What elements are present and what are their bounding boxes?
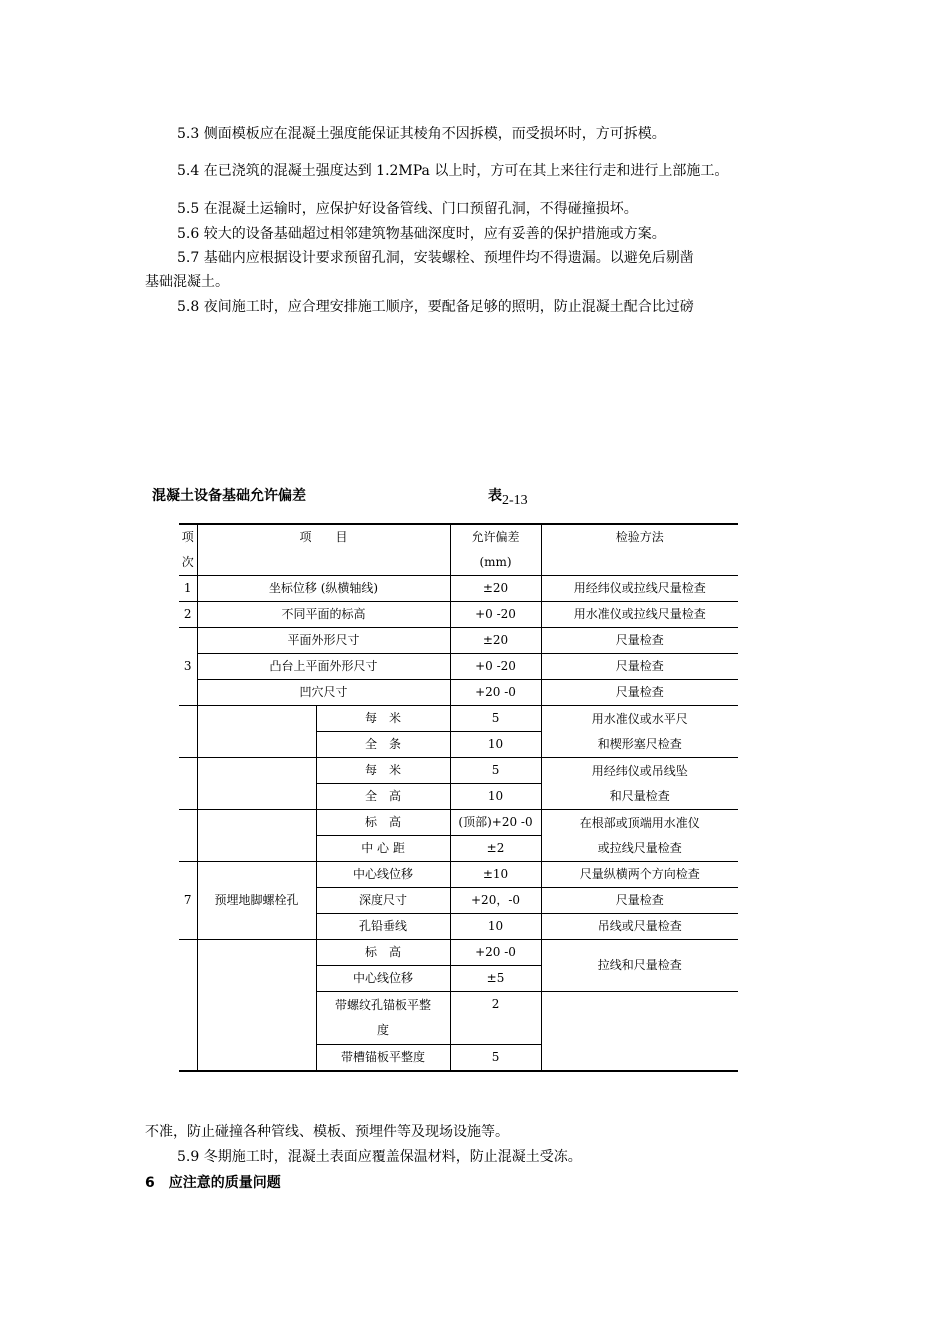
table-row [179,706,738,732]
table-header-row [179,524,738,576]
row-subitem: 标 高 [316,940,450,966]
row-seq [179,706,197,758]
row-method: 尺量检查 [541,888,738,914]
header-seq: 项 次 [179,524,197,576]
row-tolerance: ±20 [450,628,541,654]
paragraph-5-3: 5.3 侧面模板应在混凝土强度能保证其棱角不因拆模，而受损坏时，方可拆模。 [177,126,666,142]
row-item: 坐标位移 (纵横轴线) [197,576,450,602]
row-tolerance: 5 [450,758,541,784]
table-row [179,628,738,654]
row-seq: 7 [179,862,197,940]
row-subitem: 中心线位移 [316,966,450,992]
row-tolerance: +0 -20 [450,654,541,680]
row-seq [179,940,197,1072]
row-method: 用经纬仪或吊线坠 和尺量检查 [541,758,738,810]
row-subitem: 带螺纹孔锚板平整 度 [316,992,450,1045]
table-row [179,940,738,966]
row-method: 用经纬仪或拉线尺量检查 [541,576,738,602]
row-tolerance: +20 -0 [450,940,541,966]
row-item: 预埋地脚螺栓孔 [197,862,316,940]
row-method [541,992,738,1072]
row-item [197,758,316,810]
row-seq: 1 [179,576,197,602]
row-subitem: 带槽锚板平整度 [316,1045,450,1072]
paragraph-5-4: 5.4 在已浇筑的混凝土强度达到 1.2MPa 以上时，方可在其上来往行走和进行上部施工。 [177,163,729,179]
row-tolerance: ±20 [450,576,541,602]
header-tolerance: 允许偏差 (mm) [450,524,541,576]
table-row [179,602,738,628]
row-tolerance: +20 -0 [450,680,541,706]
row-tolerance: +0 -20 [450,602,541,628]
row-subitem: 深度尺寸 [316,888,450,914]
table-number-label: 表 [488,488,502,504]
row-method: 在根部或顶端用水准仪 或拉线尺量检查 [541,810,738,862]
row-item [197,940,316,1072]
row-subitem: 标 高 [316,810,450,836]
row-tolerance: 10 [450,732,541,758]
row-item: 凹穴尺寸 [197,680,450,706]
row-subitem: 全 条 [316,732,450,758]
paragraph-5-9: 5.9 冬期施工时，混凝土表面应覆盖保温材料，防止混凝土受冻。 [177,1149,582,1165]
row-subitem: 全 高 [316,784,450,810]
header-item: 项 目 [197,524,450,576]
table-row [179,576,738,602]
row-item [197,706,316,758]
row-method: 尺量检查 [541,654,738,680]
row-method: 尺量检查 [541,680,738,706]
paragraph-5-5: 5.5 在混凝土运输时，应保护好设备管线、门口预留孔洞，不得碰撞损坏。 [177,201,638,217]
row-method: 吊线或尺量检查 [541,914,738,940]
row-item [197,810,316,862]
table-row [179,810,738,836]
row-item: 不同平面的标高 [197,602,450,628]
row-subitem: 中 心 距 [316,836,450,862]
deviation-table [179,523,738,1072]
row-item: 凸台上平面外形尺寸 [197,654,450,680]
row-method: 尺量检查 [541,628,738,654]
row-tolerance: 5 [450,1045,541,1072]
paragraph-5-8-cont: 不准，防止碰撞各种管线、模板、预埋件等及现场设施等。 [145,1124,509,1140]
row-subitem: 孔铅垂线 [316,914,450,940]
row-method: 用水准仪或水平尺 和楔形塞尺检查 [541,706,738,758]
row-subitem: 每 米 [316,706,450,732]
row-tolerance: ±2 [450,836,541,862]
row-tolerance: 5 [450,706,541,732]
row-method: 用水准仪或拉线尺量检查 [541,602,738,628]
row-seq: 2 [179,602,197,628]
table-title: 混凝土设备基础允许偏差 [152,488,306,504]
row-subitem: 每 米 [316,758,450,784]
paragraph-5-8: 5.8 夜间施工时，应合理安排施工顺序，要配备足够的照明，防止混凝土配合比过磅 [177,299,694,315]
section-heading: 6 应注意的质量问题 [145,1175,281,1191]
row-tolerance: 10 [450,784,541,810]
table-row [179,758,738,784]
row-tolerance: 10 [450,914,541,940]
table-row [179,862,738,888]
paragraph-5-6: 5.6 较大的设备基础超过相邻建筑物基础深度时，应有妥善的保护措施或方案。 [177,226,666,242]
row-tolerance: 2 [450,992,541,1045]
row-tolerance: ±5 [450,966,541,992]
paragraph-5-7: 5.7 基础内应根据设计要求预留孔洞，安装螺栓、预埋件均不得遗漏。以避免后剔凿 [177,250,694,266]
row-subitem: 中心线位移 [316,862,450,888]
table-row [179,680,738,706]
row-tolerance: +20，-0 [450,888,541,914]
row-item: 平面外形尺寸 [197,628,450,654]
table-row [179,654,738,680]
row-tolerance: ±10 [450,862,541,888]
table-number-value: 2-13 [502,493,528,508]
row-tolerance: (顶部)+20 -0 [450,810,541,836]
row-seq [179,758,197,810]
paragraph-5-7-cont: 基础混凝土。 [145,274,229,290]
row-method: 尺量纵横两个方向检查 [541,862,738,888]
header-method: 检验方法 [541,524,738,576]
row-method: 拉线和尺量检查 [541,940,738,992]
row-seq [179,810,197,862]
table-number [488,485,528,508]
row-seq: 3 [179,628,197,706]
